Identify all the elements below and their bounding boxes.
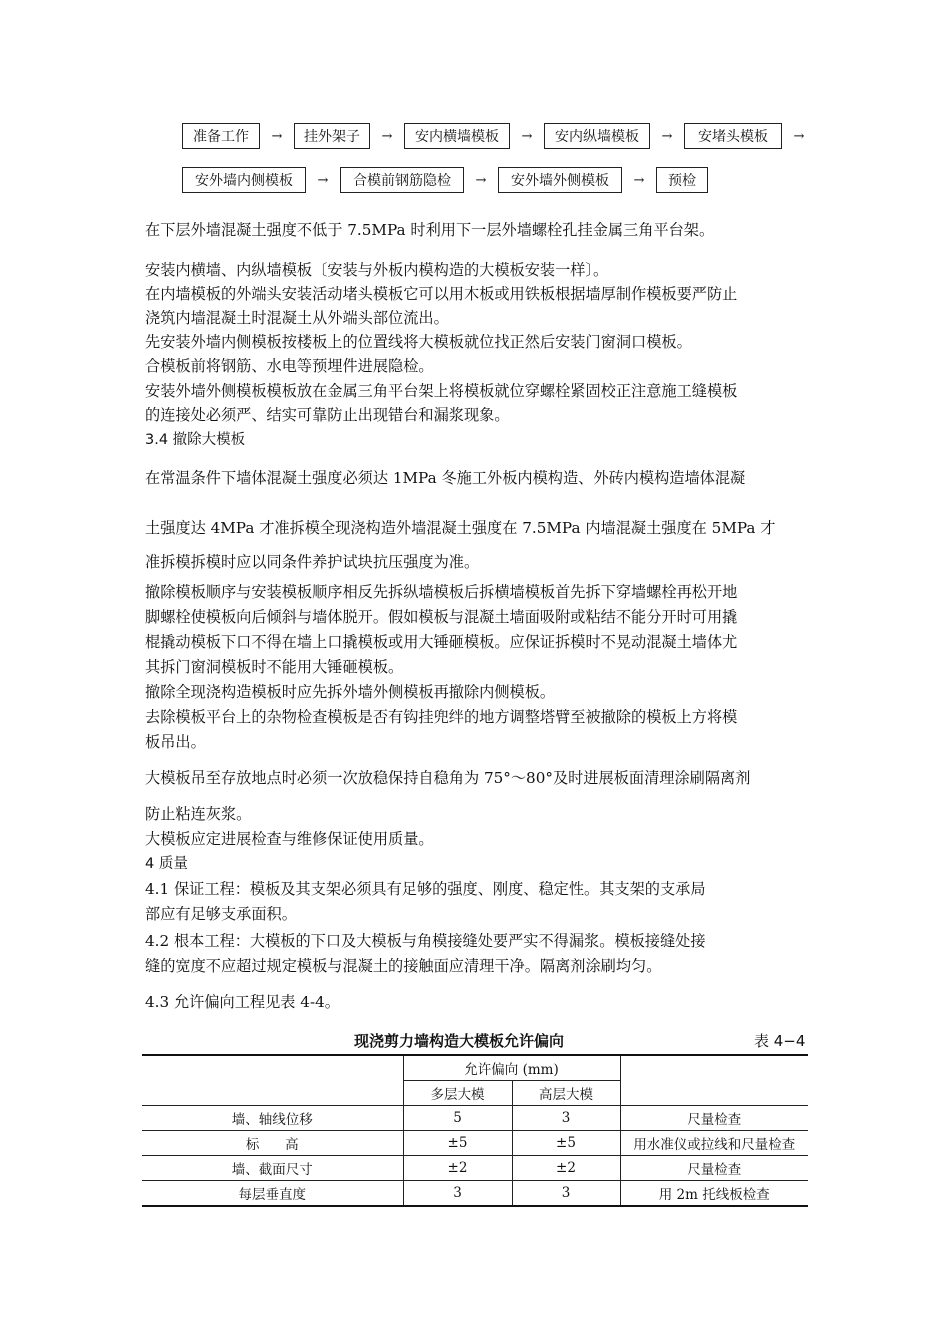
arrow-right-icon: → <box>381 128 393 144</box>
body-line: 4.3 允许偏向工程见表 4-4。 <box>145 993 340 1011</box>
body-line: 撤除模板顺序与安装模板顺序相反先拆纵墙模板后拆横墙模板首先拆下穿墙螺栓再松开地 <box>145 583 738 601</box>
body-line: 去除模板平台上的杂物检查模板是否有钩挂兜绊的地方调整塔臂至被撤除的模板上方将模 <box>145 708 738 726</box>
arrow-right-icon: → <box>475 172 487 188</box>
header-item-cell <box>142 1055 403 1106</box>
header-method-cell <box>620 1055 808 1106</box>
body-line: 部应有足够支承面积。 <box>145 905 297 923</box>
arrow-right-icon: → <box>633 172 645 188</box>
row-item: 墙、截面尺寸 <box>142 1156 403 1181</box>
flow-step: 安堵头模板 <box>684 123 782 149</box>
tolerance-table <box>142 1054 808 1207</box>
table-title: 现浇剪力墙构造大模板允许偏向 <box>354 1032 565 1050</box>
body-line: 浇筑内墙混凝土时混凝土从外端头部位流出。 <box>145 309 449 327</box>
arrow-right-icon: → <box>521 128 533 144</box>
section-heading: 4 质量 <box>145 856 188 872</box>
section-heading: 3.4 撤除大模板 <box>145 432 246 448</box>
body-line: 棍撬动模板下口不得在墙上口撬模板或用大锤砸模板。应保证拆模时不晃动混凝土墙体尤 <box>145 633 738 651</box>
body-line: 脚螺栓使模板向后倾斜与墙体脱开。假如模板与混凝土墙面吸附或粘结不能分开时可用撬 <box>145 608 738 626</box>
table-row <box>142 1181 808 1207</box>
body-line: 先安装外墙内侧模板按楼板上的位置线将大模板就位找正然后安装门窗洞口模板。 <box>145 333 692 351</box>
body-line: 撤除全现浇构造模板时应先拆外墙外侧模板再撤除内侧模板。 <box>145 683 556 701</box>
row-value-a: 5 <box>403 1106 512 1131</box>
flow-step: 安内横墙模板 <box>404 123 510 149</box>
body-line: 合模板前将钢筋、水电等预埋件进展隐检。 <box>145 357 434 375</box>
table-number: 表 4−4 <box>754 1032 806 1050</box>
table-row <box>142 1106 808 1131</box>
flow-step: 安外墙内侧模板 <box>182 167 306 193</box>
row-item: 每层垂直度 <box>142 1181 403 1207</box>
body-line: 防止粘连灰浆。 <box>145 805 252 823</box>
body-line: 大模板应定进展检查与维修保证使用质量。 <box>145 830 434 848</box>
table-row <box>142 1131 808 1156</box>
body-line: 准拆模拆模时应以同条件养护试块抗压强度为准。 <box>145 553 480 571</box>
table-header-row <box>142 1055 808 1081</box>
body-line: 板吊出。 <box>145 733 206 751</box>
flow-row-1 <box>182 123 816 149</box>
row-item: 墙、轴线位移 <box>142 1106 403 1131</box>
row-value-b: 3 <box>512 1181 620 1207</box>
body-line: 在常温条件下墙体混凝土强度必须达 1MPa 冬施工外板内模构造、外砖内模构造墙体混凝 <box>145 469 746 487</box>
row-value-b: ±5 <box>512 1131 620 1156</box>
row-value-b: ±2 <box>512 1156 620 1181</box>
body-line: 4.2 根本工程：大模板的下口及大模板与角模接缝处要严实不得漏浆。模板接缝处接 <box>145 932 706 950</box>
body-line: 土强度达 4MPa 才准拆模全现浇构造外墙混凝土强度在 7.5MPa 内墙混凝土强度在 5MPa 才 <box>145 519 776 537</box>
flow-step: 准备工作 <box>182 123 260 149</box>
body-line: 缝的宽度不应超过规定模板与混凝土的接触面应清理干净。隔离剂涂刷均匀。 <box>145 957 662 975</box>
arrow-right-icon: → <box>317 172 329 188</box>
body-line: 安装外墙外侧模板模板放在金属三角平台架上将模板就位穿螺栓紧固校正注意施工缝模板 <box>145 382 738 400</box>
row-method: 用 2m 托线板检查 <box>620 1181 808 1207</box>
row-value-a: 3 <box>403 1181 512 1207</box>
table-row <box>142 1156 808 1181</box>
header-col-b: 高层大模 <box>512 1081 620 1106</box>
flow-step: 挂外架子 <box>294 123 370 149</box>
row-value-b: 3 <box>512 1106 620 1131</box>
row-method: 用水准仪或拉线和尺量检查 <box>620 1131 808 1156</box>
row-value-a: ±5 <box>403 1131 512 1156</box>
row-method: 尺量检查 <box>620 1156 808 1181</box>
body-line: 在下层外墙混凝土强度不低于 7.5MPa 时利用下一层外墙螺栓孔挂金属三角平台架。 <box>145 221 715 239</box>
flow-step: 预检 <box>656 167 708 193</box>
header-group-cell: 允许偏向 (mm) <box>403 1055 620 1081</box>
flow-step: 安外墙外侧模板 <box>498 167 622 193</box>
body-line: 4.1 保证工程：模板及其支架必须具有足够的强度、刚度、稳定性。其支架的支承局 <box>145 880 706 898</box>
body-line: 在内墙模板的外端头安装活动堵头模板它可以用木板或用铁板根据墙厚制作模板要严防止 <box>145 285 738 303</box>
row-method: 尺量检查 <box>620 1106 808 1131</box>
flow-step: 安内纵墙模板 <box>544 123 650 149</box>
arrow-right-icon: → <box>271 128 283 144</box>
body-line: 安装内横墙、内纵墙模板〔安装与外板内模构造的大模板安装一样〕。 <box>145 261 609 279</box>
body-line: 的连接处必须严、结实可靠防止出现错台和漏浆现象。 <box>145 406 510 424</box>
row-value-a: ±2 <box>403 1156 512 1181</box>
row-item: 标 高 <box>142 1131 403 1156</box>
body-line: 其拆门窗洞模板时不能用大锤砸模板。 <box>145 658 404 676</box>
arrow-right-icon: → <box>661 128 673 144</box>
flow-row-2 <box>182 167 708 193</box>
header-col-a: 多层大模 <box>403 1081 512 1106</box>
flow-step: 合模前钢筋隐检 <box>340 167 464 193</box>
arrow-right-icon: → <box>793 128 805 144</box>
body-line: 大模板吊至存放地点时必须一次放稳保持自稳角为 75°～80°及时进展板面清理涂刷隔离剂 <box>145 769 751 787</box>
